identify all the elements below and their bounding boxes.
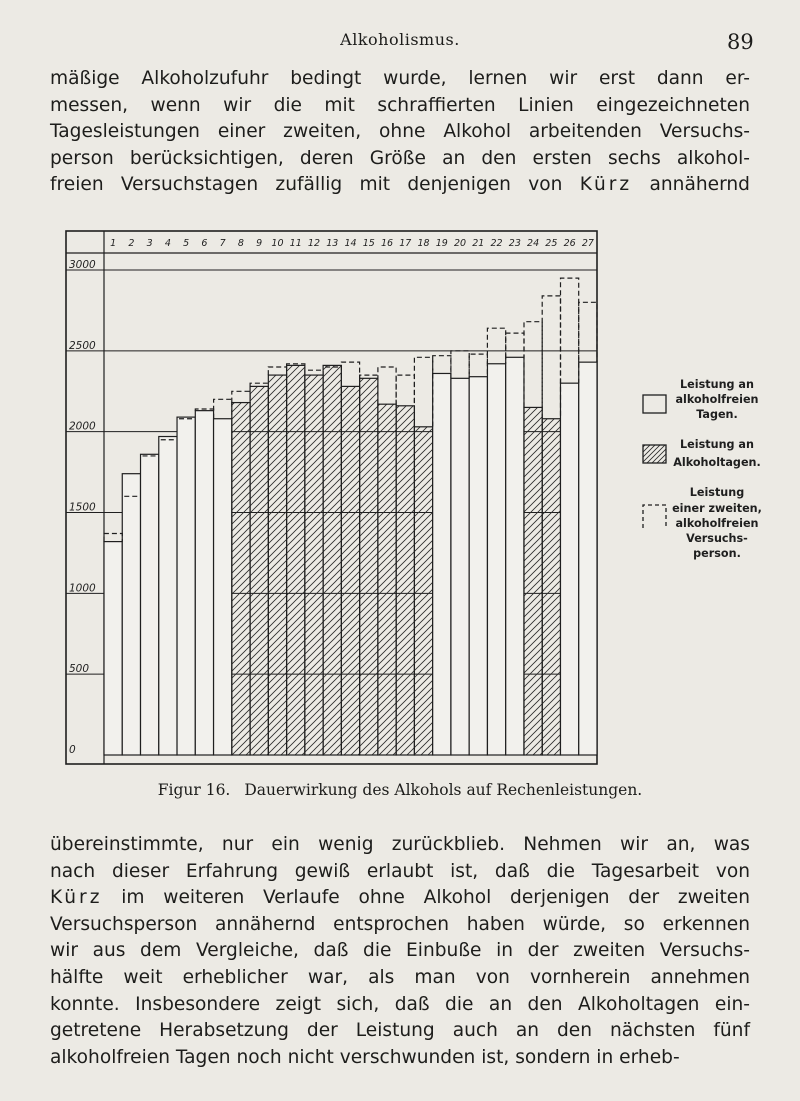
figure-caption-text: Dauerwirkung des Alkohols auf Rechenleistungen. [244,781,643,799]
bar-day-23 [506,357,524,755]
bar-day-1 [104,542,122,755]
x-tick-label: 27 [581,238,594,249]
text-line: Tagesleistungen einer zweiten, ohne Alkohol arbeitenden Versuchs- [50,121,750,143]
text-line: übereinstimmte, nur ein wenig zurückblieb. Nehmen wir an, was [50,834,750,855]
y-tick-label: 3000 [69,259,96,271]
second-person-day-18 [414,357,432,427]
bar-day-27 [579,362,597,755]
x-tick-label: 25 [545,238,558,249]
bar-day-22 [487,364,505,755]
bar-day-19 [433,373,451,755]
bar-day-7 [214,419,232,755]
x-tick-label: 9 [256,238,263,249]
x-tick-label: 12 [307,238,321,249]
bar-day-20 [451,378,469,755]
second-person-day-1 [104,534,122,542]
bar-day-10 [268,375,286,755]
text-line: nach dieser Erfahrung gewiß erlaubt ist, daß die Tagesarbeit von [50,860,750,882]
second-person-day-8 [232,391,250,402]
x-tick-label: 22 [490,238,503,249]
x-tick-label: 17 [399,238,412,249]
bar-day-26 [560,383,578,755]
x-tick-label: 2 [128,238,135,249]
name-kuerz: Kürz [50,887,103,909]
bar-day-9 [250,386,268,755]
chart-legend [643,378,762,560]
text-fragment: freien Versuchstagen zufällig mit denjenigen von [50,174,563,196]
text-line: wir aus dem Vergleiche, daß die Einbuße in der zweiten Versuchs- [50,940,750,962]
x-tick-label: 13 [326,238,339,249]
text-line: mäßige Alkoholzufuhr bedingt wurde, lernen wir erst dann er- [50,68,750,89]
x-tick-label: 5 [183,238,190,249]
text-fragment: im weiteren Verlaufe ohne Alkohol derjenigen der zweiten [121,887,750,909]
y-tick-label: 500 [69,663,90,676]
second-person-day-10 [268,367,286,375]
bar-day-15 [360,378,378,755]
x-tick-label: 11 [289,238,302,249]
x-tick-label: 4 [164,238,171,249]
bar-day-4 [159,437,177,755]
x-tick-label: 10 [271,238,284,249]
x-tick-label: 24 [527,238,540,249]
y-tick-label: 2500 [69,339,96,352]
legend-swatch-alcohol [643,445,666,463]
x-tick-label: 20 [454,238,467,249]
second-person-day-17 [396,375,414,406]
name-kuerz: Kürz [579,174,633,196]
second-person-day-23 [506,333,524,357]
second-person-day-27 [579,302,597,362]
second-person-day-22 [487,328,505,364]
text-fragment: annähernd [649,174,750,196]
text-line: getretene Herabsetzung der Leistung auch an den nächsten fünf [50,1020,750,1042]
figure-label: Figur 16. [157,781,231,799]
bar-day-21 [469,377,487,755]
bar-day-24 [524,407,542,755]
x-tick-label: 8 [237,238,244,249]
x-tick-label: 26 [563,238,576,249]
second-person-day-7 [214,399,232,418]
bar-day-13 [323,365,341,755]
text-line: alkoholfreien Tagen noch nicht verschwunden ist, sondern in erheb- [50,1046,680,1068]
second-person-day-14 [341,362,359,386]
x-tick-label: 23 [508,238,521,249]
second-person-day-25 [542,296,560,419]
figure-caption [0,781,800,799]
x-tick-label: 16 [380,238,394,249]
x-tick-label: 3 [146,238,153,249]
x-tick-label: 19 [435,238,448,249]
text-line: hälfte weit erheblicher war, als man von vornherein annehmen [50,966,750,988]
bar-day-2 [122,474,140,755]
x-tick-label: 21 [472,238,485,249]
body-text-bottom [50,832,750,1071]
legend-swatch-alcohol-free [643,395,666,413]
text-line: konnte. Insbesondere zeigt sich, daß die an den Alkoholtagen ein- [50,993,750,1015]
bar-day-25 [542,419,560,755]
y-tick-label: 2000 [69,420,96,433]
legend-label-1: Leistung an Alkoholtagen. [673,438,761,469]
bar-day-11 [287,365,305,755]
x-tick-label: 14 [344,238,357,249]
legend-swatch-second-person [643,505,666,528]
bar-day-3 [141,454,159,755]
bar-day-8 [232,403,250,755]
text-line [50,885,750,912]
bar-day-16 [378,404,396,755]
x-tick-label: 6 [201,238,208,249]
second-person-day-12 [305,370,323,375]
x-tick-label: 18 [417,238,430,249]
x-tick-label: 15 [362,238,375,249]
bar-day-6 [195,411,213,755]
legend-label-0: Leistung an alkoholfreien Tagen. [675,378,759,421]
text-line: person berücksichtigen, deren Größe an den ersten sechs alkohol- [50,147,750,169]
bar-day-14 [341,386,359,755]
y-tick-label: 1500 [69,501,96,514]
bar-day-12 [305,375,323,755]
second-person-day-20 [451,351,469,379]
bar-day-17 [396,406,414,755]
bar-day-5 [177,417,195,755]
second-person-day-16 [378,367,396,404]
second-person-day-24 [524,322,542,408]
text-line: messen, wenn wir die mit schraffierten Linien eingezeichneten [50,94,750,116]
x-tick-label: 1 [110,238,117,249]
y-tick-label: 1000 [69,582,96,595]
second-person-day-19 [433,356,451,374]
x-tick-label: 7 [219,238,226,249]
second-person-day-26 [561,278,579,383]
legend-label-2: Leistung einer zweiten, alkoholfreien Versuchs-person. [672,486,762,560]
running-head-title: Alkoholismus. [340,30,460,49]
second-person-day-21 [469,354,487,377]
page-number: 89 [727,30,754,54]
bar-day-18 [414,427,432,755]
text-line: Versuchsperson annähernd entsprochen haben würde, so erkennen [50,913,750,935]
y-tick-label: 0 [69,744,76,756]
